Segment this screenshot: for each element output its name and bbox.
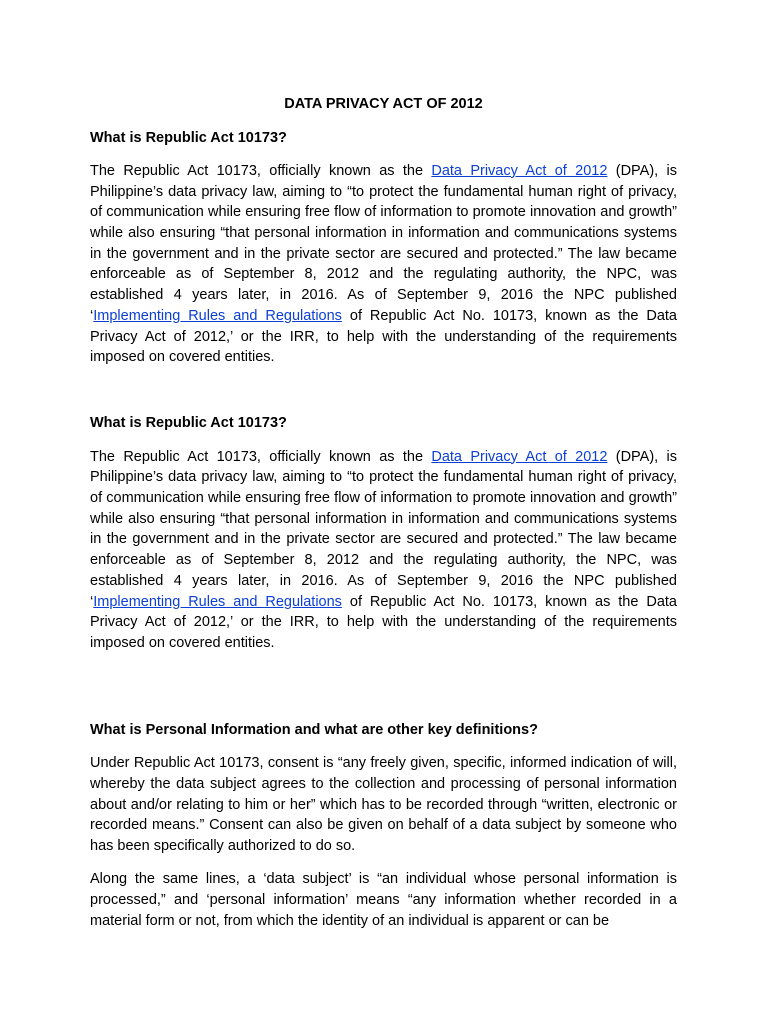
section-heading-personal-information: What is Personal Information and what are other key definitions?: [90, 722, 538, 739]
paragraph-text: The Republic Act 10173, officially known as the: [90, 162, 432, 179]
section-heading-republic-act: What is Republic Act 10173?: [90, 415, 287, 432]
spacer: [90, 380, 677, 413]
section-heading-republic-act: What is Republic Act 10173?: [90, 129, 287, 146]
data-privacy-act-link[interactable]: Data Privacy Act of 2012: [431, 162, 608, 179]
section-paragraph: [90, 447, 677, 654]
paragraph-text: of Republic Act No. 10173, known as the Data Privacy Act of 2012,’ or the IRR, to help with the understanding of the requirements imposed on covered entities.: [90, 593, 677, 651]
paragraph-text: (DPA), is Philippine’s data privacy law, aiming to “to protect the fundamental human right of privacy, of communication while ensuring free flow of information to promote innovation and growth” while also ensuring “that personal information in information and communications systems in the government and in the private sector are secured and protected.” The law became enforceable as of September 8, 2012 and the regulating authority, the NPC, was established 4 years later, in 2016. As of September 9, 2016 the NPC published ‘: [90, 162, 677, 324]
section-paragraph-consent: Under Republic Act 10173, consent is “any freely given, specific, informed indication of will, whereby the data subject agrees to the collection and processing of personal information about and/or relating to him or her” which has to be recorded through “written, electronic or recorded means.” Consent can also be given on behalf of a data subject by someone who has been specifically authorized to do so.: [90, 755, 677, 855]
implementing-rules-link[interactable]: Implementing Rules and Regulations: [93, 593, 342, 610]
implementing-rules-link[interactable]: Implementing Rules and Regulations: [93, 307, 342, 324]
paragraph-text: of Republic Act No. 10173, known as the Data Privacy Act of 2012,’ or the IRR, to help with the understanding of the requirements imposed on covered entities.: [90, 307, 677, 366]
document-title: DATA PRIVACY ACT OF 2012: [284, 96, 483, 112]
spacer: [90, 666, 677, 720]
paragraph-text: The Republic Act 10173, officially known as the: [90, 448, 432, 465]
section-paragraph-data-subject: Along the same lines, a ‘data subject’ is “an individual whose personal information is processed,” and ‘personal information’ means “any information whether recorded in a material form or not, from which the identity of an individual is apparent or can be: [90, 871, 677, 929]
paragraph-text: (DPA), is Philippine’s data privacy law, aiming to “to protect the fundamental human right of privacy, of communication while ensuring free flow of information to promote innovation and growth” while also ensuring “that personal information in information and communications systems in the government and in the private sector are secured and protected.” The law became enforceable as of September 8, 2012 and the regulating authority, the NPC, was established 4 years later, in 2016. As of September 9, 2016 the NPC published ‘: [90, 448, 677, 610]
section-paragraph: [90, 161, 677, 368]
data-privacy-act-link[interactable]: Data Privacy Act of 2012: [431, 448, 608, 465]
document-page: [90, 94, 677, 944]
